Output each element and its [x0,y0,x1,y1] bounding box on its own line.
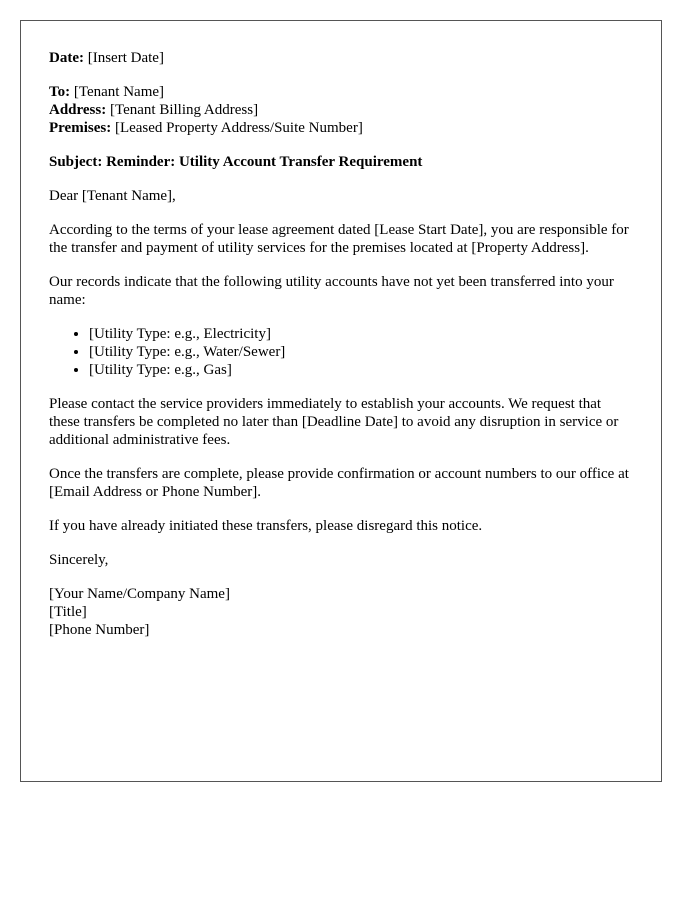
list-item: • [Utility Type: e.g., Water/Sewer] [89,343,633,361]
to-value: [Tenant Name] [73,84,165,100]
signature-phone: [Phone Number] [49,622,150,638]
signature-name: [Your Name/Company Name] [49,586,230,602]
recipient-block [49,83,633,137]
body-paragraph-1: According to the terms of your lease agreement dated [Lease Start Date], you are responsible for the transfer and payment of utility services for the premises located at [Property Address]. [49,222,629,256]
signature-title: [Title] [49,604,87,620]
date-line [49,49,633,67]
address-value: [Tenant Billing Address] [109,102,259,118]
utility-list [49,325,633,379]
list-item: • [Utility Type: e.g., Electricity] [89,325,633,343]
body-paragraph-3: Please contact the service providers immediately to establish your accounts. We request that these transfers be completed no later than [Deadline Date] to avoid any disruption in service or additional administrative fees. [49,396,619,448]
address-label: Address: [49,102,107,118]
date-label: Date: [49,50,84,66]
date-value: [Insert Date] [87,50,164,66]
closing: Sincerely, [49,552,109,568]
salutation: Dear [Tenant Name], [49,188,176,204]
body-paragraph-2: Our records indicate that the following utility accounts have not yet been transferred into your name: [49,274,614,308]
body-paragraph-4: Once the transfers are complete, please provide confirmation or account numbers to our office at [Email Address or Phone Number]. [49,466,629,500]
premises-label: Premises: [49,120,112,136]
list-item: • [Utility Type: e.g., Gas] [89,361,633,379]
to-line [49,83,633,101]
signature-block [49,585,633,639]
letter-document [20,20,662,782]
to-label: To: [49,84,71,100]
premises-value: [Leased Property Address/Suite Number] [114,120,363,136]
body-paragraph-5: If you have already initiated these transfers, please disregard this notice. [49,518,483,534]
premises-line [49,119,633,137]
subject-line: Subject: Reminder: Utility Account Transfer Requirement [49,154,423,170]
address-line [49,101,633,119]
